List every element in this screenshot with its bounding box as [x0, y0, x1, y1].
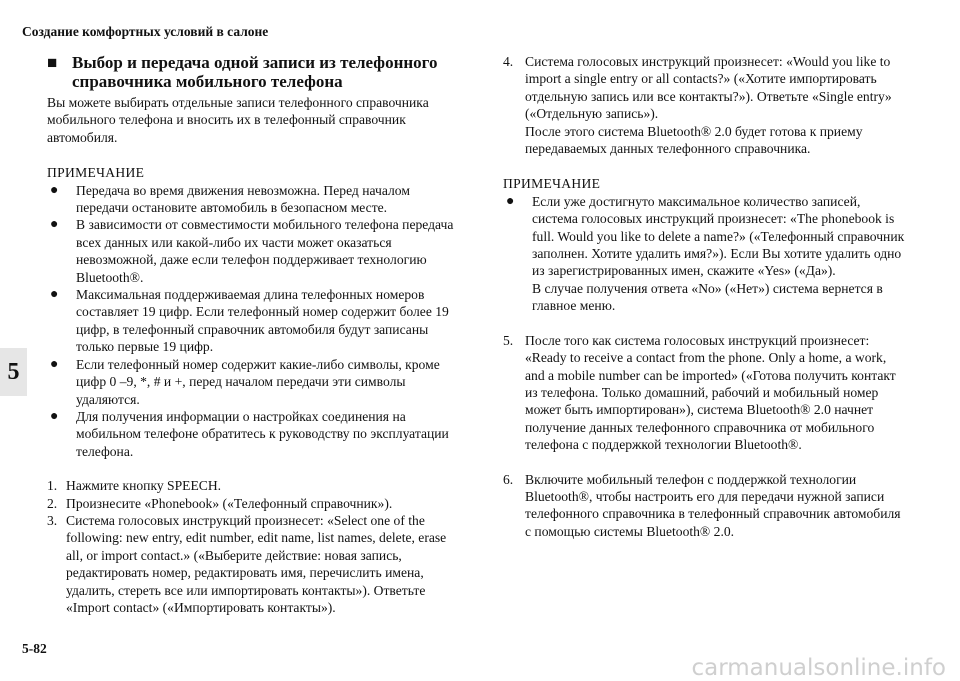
step-number: 3.	[47, 512, 58, 528]
note-item-text: Если телефонный номер содержит какие-либо символы, кроме цифр 0 –9, *, # и +, перед началом передачи эти символы удаляются.	[76, 356, 440, 407]
running-header: Создание комфортных условий в салоне	[22, 24, 269, 39]
note-item	[47, 286, 457, 356]
note-item-text: Максимальная поддерживаемая длина телефонных номеров составляет 19 цифр. Если телефонный номер содержит более 19 цифр, в телефонный справочник автомобиля будут записаны только первые 19 цифр.	[76, 287, 449, 355]
right-column	[503, 53, 908, 540]
step-number: 4.	[503, 54, 514, 69]
note-item-text	[532, 193, 908, 315]
section-title	[47, 53, 457, 91]
bullet-dot-icon: ●	[506, 193, 515, 209]
step-text: После того как система голосовых инструкций произнесет: «Ready to receive a contact from the phone. Only a home, a work, and a mobile number can be imported» («Готова получить контакт из телефона. Только домашний, рабочий и мобильный номер может быть импортирован»), система Bluetooth® 2.0 начнет получение данных телефонного справочника от мобильного телефона с поддержкой технологии Bluetooth®.	[525, 332, 896, 453]
step-item	[503, 332, 908, 454]
watermark: carmanualsonline.info	[691, 655, 946, 681]
step-number: 5.	[503, 332, 514, 348]
section-title-text: Выбор и передача одной записи из телефонного справочника мобильного телефона	[72, 53, 438, 91]
note-label: ПРИМЕЧАНИЕ	[47, 165, 145, 181]
step-text-part: Система голосовых инструкций произнесет: «Would you like to import a single entry or all contacts?» («Хотите импортировать отдельную запись или все контакты?»). Ответьте «Single entry» («Отдельную запись»).	[525, 54, 892, 122]
note-label: ПРИМЕЧАНИЕ	[503, 176, 601, 192]
note-item-text: Передача во время движения невозможна. Перед началом передачи остановите автомобиль в безопасном месте.	[76, 182, 410, 216]
step-text: Нажмите кнопку SPEECH.	[66, 478, 222, 494]
note-item	[503, 193, 908, 315]
step-text: Система голосовых инструкций произнесет: «Select one of the following: new entry, edit number, edit name, list names, delete, erase all, or import contact.» («Выберите действие: новая запись, редактировать номер, редактировать имя, перечислить имена, удалить, стереть все или импортировать контакты»). Ответьте «Import contact» («Импортировать контакты»).	[66, 512, 447, 615]
intro-paragraph: Вы можете выбирать отдельные записи телефонного справочника мобильного телефона и вносить их в телефонный справочник автомобиля.	[47, 95, 429, 145]
step-item	[47, 512, 457, 616]
note-item	[47, 356, 457, 408]
step-text-part: После этого система Bluetooth® 2.0 будет готова к приему передаваемых данных телефонного справочника.	[525, 123, 863, 157]
step-item	[503, 471, 908, 541]
step-text	[525, 53, 908, 157]
note-text-part: Если уже достигнуто максимальное количество записей, система голосовых инструкций произнесет: «The phonebook is full. Would you like to delete a name?» («Телефонный справочник заполнен. Хотите удалить имя?»). Если Вы хотите удалить одно из зарегистрированных имен, скажите «Yes» («Да»).	[532, 193, 905, 279]
step-item	[47, 495, 457, 512]
step-number: 6.	[503, 471, 514, 487]
chapter-tab: 5	[0, 348, 27, 396]
bullet-dot-icon: ●	[50, 182, 59, 198]
page-number: 5-82	[22, 641, 47, 656]
bullet-dot-icon: ●	[50, 217, 59, 233]
left-column	[47, 53, 457, 616]
step-item	[47, 477, 457, 494]
note-item-text: В зависимости от совместимости мобильного телефона передача всех данных или какой-либо их части может оказаться невозможной, даже если телефон поддерживает технологию Bluetooth®.	[76, 217, 454, 285]
step-number: 1.	[47, 478, 58, 494]
step-text: Включите мобильный телефон с поддержкой технологии Bluetooth®, чтобы настроить его для передачи нужной записи телефонного справочника в телефонный справочник автомобиля с помощью системы Bluetooth® 2.0.	[525, 471, 901, 539]
note-list	[47, 182, 457, 461]
note-text-part: В случае получения ответа «No» («Нет») система вернется в главное меню.	[532, 280, 883, 314]
step-number: 2.	[47, 495, 58, 511]
bullet-dot-icon: ●	[50, 408, 59, 424]
step-text: Произнесите «Phonebook» («Телефонный справочник»).	[66, 495, 393, 511]
bullet-dot-icon: ●	[50, 356, 59, 372]
square-bullet-icon: ■	[47, 53, 58, 72]
bullet-dot-icon: ●	[50, 287, 59, 303]
step-list	[47, 477, 457, 616]
note-item-text: Для получения информации о настройках соединения на мобильном телефоне обратитесь к руководству по эксплуатации телефона.	[76, 408, 449, 459]
note-item	[47, 408, 457, 460]
step-item	[503, 53, 908, 157]
note-item	[47, 182, 457, 217]
note-item	[47, 216, 457, 286]
